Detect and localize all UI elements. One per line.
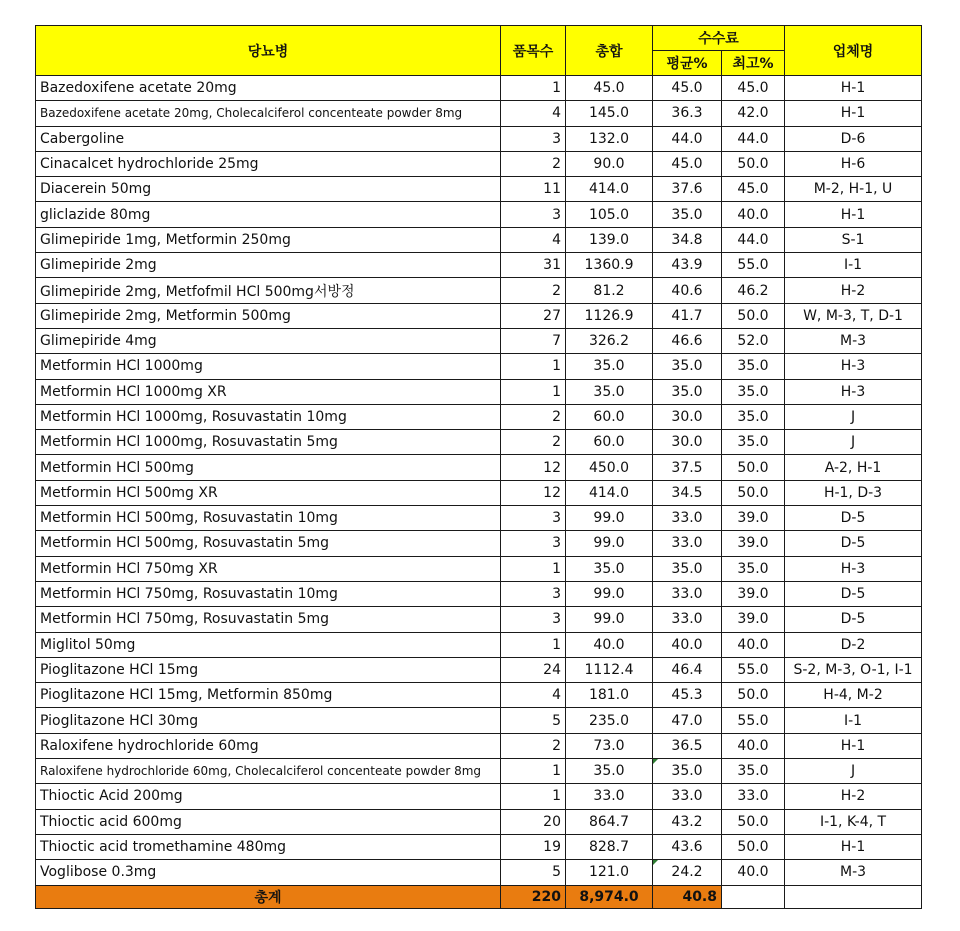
cell-company: W, M-3, T, D-1: [785, 303, 922, 328]
total-max-empty: [722, 885, 785, 908]
cell-avg-fee: 43.9: [653, 253, 722, 278]
cell-total: 864.7: [566, 809, 653, 834]
cell-avg-fee: 33.0: [653, 607, 722, 632]
table-row: [36, 581, 922, 606]
cell-company: M-2, H-1, U: [785, 177, 922, 202]
cell-company: I-1: [785, 708, 922, 733]
cell-total: 414.0: [566, 480, 653, 505]
cell-total: 99.0: [566, 506, 653, 531]
cell-avg-fee: 46.4: [653, 657, 722, 682]
cell-count: 12: [501, 455, 566, 480]
cell-drug-name: gliclazide 80mg: [36, 202, 501, 227]
cell-count: 20: [501, 809, 566, 834]
table-row: [36, 607, 922, 632]
cell-total: 1112.4: [566, 657, 653, 682]
cell-avg-fee: 33.0: [653, 506, 722, 531]
table-row: [36, 759, 922, 784]
cell-count: 5: [501, 860, 566, 885]
cell-avg-fee: 36.3: [653, 101, 722, 126]
cell-drug-name: Metformin HCl 750mg XR: [36, 556, 501, 581]
cell-drug-name: Metformin HCl 1000mg, Rosuvastatin 10mg: [36, 404, 501, 429]
cell-max-fee: 45.0: [722, 177, 785, 202]
table-row: [36, 101, 922, 126]
cell-max-fee: 40.0: [722, 733, 785, 758]
cell-company: A-2, H-1: [785, 455, 922, 480]
cell-avg-fee: 40.6: [653, 278, 722, 303]
cell-drug-name: Metformin HCl 750mg, Rosuvastatin 10mg: [36, 581, 501, 606]
cell-max-fee: 35.0: [722, 556, 785, 581]
header-avg: 평균%: [653, 51, 722, 76]
cell-company: M-3: [785, 860, 922, 885]
table-row: [36, 151, 922, 176]
total-avg: 40.8: [653, 885, 722, 908]
cell-avg-fee: 45.0: [653, 151, 722, 176]
table-row: [36, 860, 922, 885]
header-count: 품목수: [501, 26, 566, 76]
cell-company: D-5: [785, 531, 922, 556]
cell-total: 99.0: [566, 531, 653, 556]
cell-total: 326.2: [566, 328, 653, 353]
cell-max-fee: 39.0: [722, 581, 785, 606]
cell-drug-name: Glimepiride 4mg: [36, 328, 501, 353]
cell-drug-name: Bazedoxifene acetate 20mg: [36, 76, 501, 101]
cell-drug-name: Pioglitazone HCl 15mg, Metformin 850mg: [36, 683, 501, 708]
cell-total: 139.0: [566, 227, 653, 252]
total-sum: 8,974.0: [566, 885, 653, 908]
table-row: [36, 506, 922, 531]
cell-drug-name: Bazedoxifene acetate 20mg, Cholecalciferol concenteate powder 8mg: [36, 101, 501, 126]
table-row: [36, 253, 922, 278]
cell-company: J: [785, 430, 922, 455]
cell-max-fee: 50.0: [722, 834, 785, 859]
header-company: 업체명: [785, 26, 922, 76]
table-row: [36, 227, 922, 252]
cell-avg-fee: 35.0: [653, 202, 722, 227]
cell-count: 5: [501, 708, 566, 733]
header-disease: 당뇨병: [36, 26, 501, 76]
cell-avg-fee: 35.0: [653, 759, 722, 784]
cell-max-fee: 45.0: [722, 76, 785, 101]
cell-max-fee: 50.0: [722, 480, 785, 505]
cell-avg-fee: 36.5: [653, 733, 722, 758]
cell-total: 1360.9: [566, 253, 653, 278]
table-row: [36, 632, 922, 657]
table-row: [36, 657, 922, 682]
cell-count: 24: [501, 657, 566, 682]
cell-avg-fee: 35.0: [653, 354, 722, 379]
cell-company: D-6: [785, 126, 922, 151]
drug-fee-table: [35, 25, 922, 909]
cell-count: 1: [501, 379, 566, 404]
cell-avg-fee: 33.0: [653, 531, 722, 556]
cell-count: 2: [501, 151, 566, 176]
table-row: [36, 177, 922, 202]
cell-count: 3: [501, 202, 566, 227]
cell-max-fee: 35.0: [722, 759, 785, 784]
table-row: [36, 379, 922, 404]
cell-drug-name: Metformin HCl 500mg XR: [36, 480, 501, 505]
cell-total: 132.0: [566, 126, 653, 151]
total-label: 총계: [36, 885, 501, 908]
cell-drug-name: Metformin HCl 500mg, Rosuvastatin 5mg: [36, 531, 501, 556]
cell-total: 35.0: [566, 354, 653, 379]
cell-total: 40.0: [566, 632, 653, 657]
cell-drug-name: Cinacalcet hydrochloride 25mg: [36, 151, 501, 176]
cell-company: H-1, D-3: [785, 480, 922, 505]
cell-company: H-1: [785, 733, 922, 758]
table-body: [36, 76, 922, 886]
cell-drug-name: Glimepiride 1mg, Metformin 250mg: [36, 227, 501, 252]
cell-avg-fee: 45.3: [653, 683, 722, 708]
table-row: [36, 126, 922, 151]
cell-count: 19: [501, 834, 566, 859]
cell-total: 35.0: [566, 379, 653, 404]
table-row: [36, 809, 922, 834]
cell-avg-fee: 37.6: [653, 177, 722, 202]
cell-max-fee: 40.0: [722, 202, 785, 227]
total-company-empty: [785, 885, 922, 908]
cell-avg-fee: 43.6: [653, 834, 722, 859]
cell-max-fee: 39.0: [722, 607, 785, 632]
cell-total: 450.0: [566, 455, 653, 480]
cell-max-fee: 44.0: [722, 126, 785, 151]
cell-count: 4: [501, 683, 566, 708]
cell-company: H-1: [785, 101, 922, 126]
cell-total: 35.0: [566, 759, 653, 784]
cell-count: 3: [501, 506, 566, 531]
cell-company: H-3: [785, 379, 922, 404]
cell-count: 1: [501, 556, 566, 581]
cell-avg-fee: 35.0: [653, 556, 722, 581]
header-max: 최고%: [722, 51, 785, 76]
table-row: [36, 784, 922, 809]
cell-drug-name: Thioctic acid tromethamine 480mg: [36, 834, 501, 859]
cell-company: H-2: [785, 784, 922, 809]
cell-drug-name: Thioctic Acid 200mg: [36, 784, 501, 809]
cell-drug-name: Pioglitazone HCl 15mg: [36, 657, 501, 682]
cell-max-fee: 50.0: [722, 809, 785, 834]
total-row: [36, 885, 922, 908]
cell-company: S-2, M-3, O-1, I-1: [785, 657, 922, 682]
cell-max-fee: 35.0: [722, 430, 785, 455]
cell-company: D-5: [785, 607, 922, 632]
cell-company: M-3: [785, 328, 922, 353]
cell-total: 121.0: [566, 860, 653, 885]
cell-drug-name: Metformin HCl 500mg, Rosuvastatin 10mg: [36, 506, 501, 531]
cell-total: 99.0: [566, 607, 653, 632]
cell-drug-name: Glimepiride 2mg, Metformin 500mg: [36, 303, 501, 328]
cell-company: H-2: [785, 278, 922, 303]
cell-max-fee: 33.0: [722, 784, 785, 809]
cell-company: H-6: [785, 151, 922, 176]
cell-count: 1: [501, 784, 566, 809]
cell-count: 3: [501, 581, 566, 606]
cell-count: 7: [501, 328, 566, 353]
table-row: [36, 733, 922, 758]
cell-max-fee: 35.0: [722, 354, 785, 379]
table-row: [36, 430, 922, 455]
cell-avg-fee: 43.2: [653, 809, 722, 834]
cell-avg-fee: 30.0: [653, 404, 722, 429]
cell-max-fee: 39.0: [722, 506, 785, 531]
cell-total: 145.0: [566, 101, 653, 126]
cell-company: H-4, M-2: [785, 683, 922, 708]
cell-drug-name: Metformin HCl 750mg, Rosuvastatin 5mg: [36, 607, 501, 632]
cell-company: I-1, K-4, T: [785, 809, 922, 834]
cell-count: 11: [501, 177, 566, 202]
cell-count: 31: [501, 253, 566, 278]
cell-count: 2: [501, 733, 566, 758]
cell-max-fee: 55.0: [722, 657, 785, 682]
cell-max-fee: 40.0: [722, 860, 785, 885]
cell-total: 60.0: [566, 430, 653, 455]
cell-count: 12: [501, 480, 566, 505]
cell-total: 81.2: [566, 278, 653, 303]
cell-avg-fee: 37.5: [653, 455, 722, 480]
cell-drug-name: Glimepiride 2mg: [36, 253, 501, 278]
cell-total: 235.0: [566, 708, 653, 733]
cell-drug-name: Miglitol 50mg: [36, 632, 501, 657]
table-row: [36, 76, 922, 101]
cell-avg-fee: 34.8: [653, 227, 722, 252]
cell-max-fee: 35.0: [722, 379, 785, 404]
cell-count: 27: [501, 303, 566, 328]
header-fee: 수수료: [653, 26, 785, 51]
table-row: [36, 683, 922, 708]
cell-max-fee: 50.0: [722, 683, 785, 708]
cell-max-fee: 55.0: [722, 708, 785, 733]
cell-avg-fee: 44.0: [653, 126, 722, 151]
cell-count: 4: [501, 101, 566, 126]
cell-count: 1: [501, 632, 566, 657]
cell-company: D-5: [785, 506, 922, 531]
cell-company: S-1: [785, 227, 922, 252]
table-row: [36, 531, 922, 556]
cell-avg-fee: 40.0: [653, 632, 722, 657]
cell-count: 3: [501, 531, 566, 556]
cell-drug-name: Metformin HCl 1000mg XR: [36, 379, 501, 404]
cell-count: 1: [501, 76, 566, 101]
total-count: 220: [501, 885, 566, 908]
cell-count: 2: [501, 430, 566, 455]
cell-max-fee: 50.0: [722, 151, 785, 176]
header-total: 총합: [566, 26, 653, 76]
cell-total: 90.0: [566, 151, 653, 176]
table-row: [36, 404, 922, 429]
cell-avg-fee: 33.0: [653, 581, 722, 606]
cell-total: 73.0: [566, 733, 653, 758]
table-row: [36, 303, 922, 328]
cell-max-fee: 52.0: [722, 328, 785, 353]
cell-drug-name: Metformin HCl 1000mg, Rosuvastatin 5mg: [36, 430, 501, 455]
cell-total: 99.0: [566, 581, 653, 606]
table-row: [36, 556, 922, 581]
table-row: [36, 202, 922, 227]
cell-drug-name: Voglibose 0.3mg: [36, 860, 501, 885]
cell-count: 4: [501, 227, 566, 252]
cell-avg-fee: 34.5: [653, 480, 722, 505]
cell-count: 3: [501, 126, 566, 151]
cell-max-fee: 42.0: [722, 101, 785, 126]
cell-max-fee: 55.0: [722, 253, 785, 278]
cell-total: 45.0: [566, 76, 653, 101]
cell-avg-fee: 47.0: [653, 708, 722, 733]
cell-drug-name: Pioglitazone HCl 30mg: [36, 708, 501, 733]
cell-total: 35.0: [566, 556, 653, 581]
cell-avg-fee: 46.6: [653, 328, 722, 353]
cell-total: 1126.9: [566, 303, 653, 328]
cell-avg-fee: 35.0: [653, 379, 722, 404]
cell-max-fee: 44.0: [722, 227, 785, 252]
table-row: [36, 354, 922, 379]
table-row: [36, 480, 922, 505]
cell-drug-name: Thioctic acid 600mg: [36, 809, 501, 834]
cell-max-fee: 40.0: [722, 632, 785, 657]
cell-drug-name: Glimepiride 2mg, Metfofmil HCl 500mg서방정: [36, 278, 501, 303]
cell-company: D-5: [785, 581, 922, 606]
cell-avg-fee: 30.0: [653, 430, 722, 455]
cell-max-fee: 50.0: [722, 303, 785, 328]
cell-drug-name: Metformin HCl 1000mg: [36, 354, 501, 379]
cell-total: 414.0: [566, 177, 653, 202]
cell-count: 1: [501, 354, 566, 379]
cell-company: H-1: [785, 202, 922, 227]
table-row: [36, 278, 922, 303]
cell-count: 1: [501, 759, 566, 784]
cell-avg-fee: 24.2: [653, 860, 722, 885]
cell-drug-name: Cabergoline: [36, 126, 501, 151]
cell-count: 2: [501, 278, 566, 303]
cell-drug-name: Metformin HCl 500mg: [36, 455, 501, 480]
cell-company: H-1: [785, 76, 922, 101]
cell-max-fee: 50.0: [722, 455, 785, 480]
cell-drug-name: Raloxifene hydrochloride 60mg, Cholecalciferol concenteate powder 8mg: [36, 759, 501, 784]
cell-company: J: [785, 759, 922, 784]
cell-company: J: [785, 404, 922, 429]
cell-avg-fee: 41.7: [653, 303, 722, 328]
cell-total: 181.0: [566, 683, 653, 708]
cell-count: 3: [501, 607, 566, 632]
cell-count: 2: [501, 404, 566, 429]
cell-max-fee: 46.2: [722, 278, 785, 303]
cell-total: 828.7: [566, 834, 653, 859]
cell-drug-name: Diacerein 50mg: [36, 177, 501, 202]
cell-total: 105.0: [566, 202, 653, 227]
table-row: [36, 455, 922, 480]
cell-avg-fee: 45.0: [653, 76, 722, 101]
table-row: [36, 708, 922, 733]
cell-max-fee: 35.0: [722, 404, 785, 429]
cell-company: I-1: [785, 253, 922, 278]
cell-avg-fee: 33.0: [653, 784, 722, 809]
cell-company: H-1: [785, 834, 922, 859]
table-row: [36, 328, 922, 353]
cell-drug-name: Raloxifene hydrochloride 60mg: [36, 733, 501, 758]
cell-company: H-3: [785, 354, 922, 379]
table-row: [36, 834, 922, 859]
cell-company: H-3: [785, 556, 922, 581]
cell-company: D-2: [785, 632, 922, 657]
cell-total: 33.0: [566, 784, 653, 809]
cell-total: 60.0: [566, 404, 653, 429]
cell-max-fee: 39.0: [722, 531, 785, 556]
